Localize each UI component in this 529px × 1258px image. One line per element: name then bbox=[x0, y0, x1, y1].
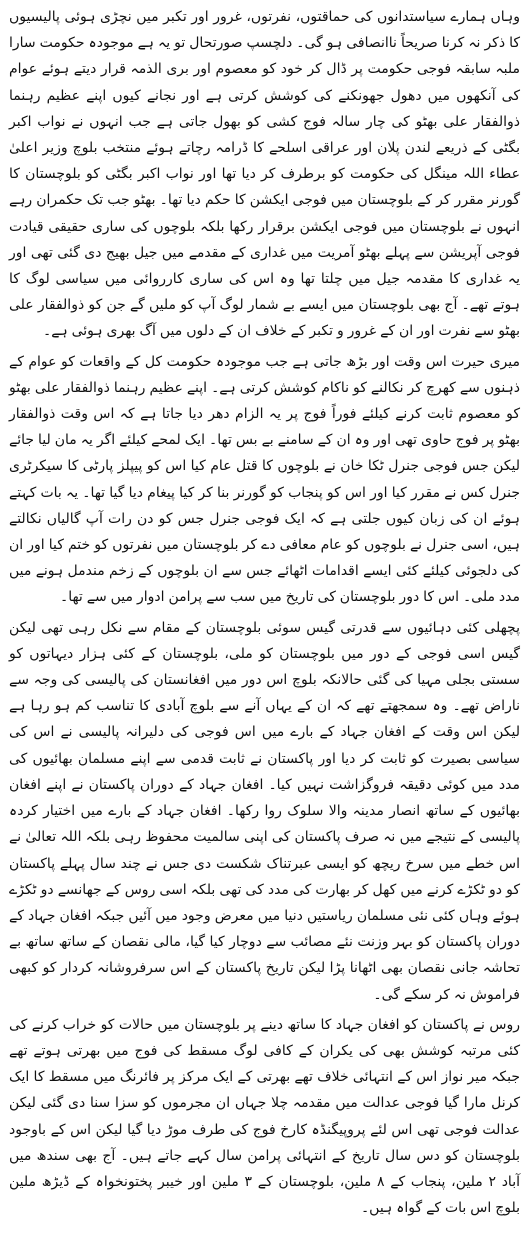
paragraph: میری حیرت اس وقت اور بڑھ جاتی ہے جب موجودہ حکومت کل کے واقعات کو عوام کے ذہنوں سے کھرچ کر نکالنے کو ناکام کوشش کرتی ہے۔ اپنے عظیم رہنما ذوالفقار علی بھٹو کو معصوم ثابت کرنے کیلئے فوراً فوج پر یہ الزام دھر دیا جاتا ہے کہ اس وقت ذوالفقار بھٹو پر فوج حاوی تھی اور وہ ان کے سامنے بے بس تھا۔ ایک لمحے کیلئے اگر یہ مان لیا جائے لیکن جس فوجی جنرل ٹکا خان نے بلوچوں کا قتل عام کیا اس کو پیپلز پارٹی کا سیکرٹری جنرل کس نے مقرر کیا اور اس کو پنجاب کو گورنر بنا کر کیا پیغام دیا گیا تھا۔ یہ بات کہتے ہوئے ان کی زبان کیوں جلتی ہے کہ ایک فوجی جنرل جس کو دن رات آپ گالیاں نکالتے ہیں، اسی جنرل نے بلوچوں کو عام معافی دے کر بلوچستان میں نفرتوں کو ختم کیا اور ان کی دلجوئی کیلئے کئی ایسے اقدامات اٹھائے جس سے ان بلوچوں کے زخم مندمل ہونے میں مدد ملی۔ اس کا دور بلوچستان کی تاریخ میں سب سے پرامن ادوار میں سے تھا۔ bbox=[9, 353, 520, 606]
paragraph: پچھلی کئی دہائیوں سے قدرتی گیس سوئی بلوچستان کے مقام سے نکل رہی تھی لیکن گیس اسی فوجی کے دور میں بلوچستان کو ملی، بلوچستان کے کئی ہزار دیہاتوں کو سستی بجلی مہیا کی گئی حالانکہ بلوچ اس دور میں افغانستان کی پالیسی کی وجہ سے ناراض تھے۔ وہ سمجھتے تھے کہ ان کے یہاں آنے سے بلوچ آبادی کا تناسب کم ہو رہا ہے لیکن اس وقت کے افغان جہاد کے بارے میں اس فوجی کی دلیرانہ پالیسی نے اس کی سیاسی بصیرت کو ثابت کر دیا اور پاکستان نے ثابت قدمی سے اپنے مسلمان بھائیوں کی مدد میں کوئی دقیقہ فروگزاشت نہیں کیا۔ افغان جہاد کے دوران پاکستان نے اپنے افغان بھائیوں کے ساتھ انصار مدینہ والا سلوک روا رکھا۔ افغان جہاد کے بارے میں اختیار کردہ پالیسی کے نتیجے میں نہ صرف پاکستان کی اپنی سالمیت محفوظ رہی بلکہ اللہ تعالیٰ نے اس خطے میں سرخ ریچھ کو ایسی عبرتناک شکست دی جس نے چند سال پہلے پاکستان کو دو ٹکڑے کرنے میں کھل کر بھارت کی مدد کی تھی بلکہ اسی روس کے جھانسے دو ٹکڑے ہوئے وہاں کئی نئی مسلمان ریاستیں دنیا میں معرض وجود میں آئیں جبکہ افغان جہاد کے دوران پاکستان کو بہر وزنت نئے مصائب سے دوچار کیا گیا، مالی نقصان کے ساتھ ساتھ بے تحاشہ جانی نقصان بھی اٹھانا پڑا لیکن تاریخ پاکستان کے اس سرفروشانہ کردار کو کبھی فراموش نہ کر سکے گی۔ bbox=[9, 619, 520, 1003]
paragraph: روس نے پاکستان کو افغان جہاد کا ساتھ دینے پر بلوچستان میں حالات کو خراب کرنے کی کئی مرتبہ کوشش بھی کی یکران کے کافی لوگ مسقط کی فوج میں بھرتی ہوتے تھے جبکہ میر نواز اس کے انتہائی خلاف تھے بھرتی کے ایک مرکز پر فائرنگ میں مسقط کا ایک کرنل مارا گیا فوجی عدالت میں مقدمہ چلا جہاں ان مجرموں کو سزا سنا دی گئی لیکن عدالت فوجی تھی اس لئے پروپیگنڈہ کارخ فوج کی طرف موڑ دیا گیا لیکن اس کے باوجود بلوچستان کو دس سال تاریخ کے انتہائی پرامن سال کہے جاتے ہیں۔ آج بھی سندھ میں آباد ۲ ملین، پنجاب کے ۸ ملین، بلوچستان کے ۳ ملین اور خیبر پختونخواہ کے ڈیڑھ ملین بلوچ اس بات کے گواہ ہیں۔ bbox=[9, 1016, 520, 1217]
paragraph: وہاں ہمارے سیاستدانوں کی حماقتوں، نفرتوں، غرور اور تکبر میں نچڑی ہوئی پالیسیوں کا ذکر نہ کرنا صریحاً ناانصافی ہو گی۔ دلچسپ صورتحال تو یہ ہے موجودہ حکومت سارا ملبہ سابقہ فوجی حکومت پر ڈال کر خود کو معصوم اور بری الذمہ قرار دیتے ہوئے عوام کی آنکھوں میں دھول جھونکنے کی کوشش کرتی ہے اور نجانے کیوں اپنے عظیم رہنما ذوالفقار علی بھٹو کی چار سالہ فوج کشی کو بھول جاتی ہے جب انہوں نے نواب اکبر بگٹی کے ذریعے لندن پلان اور عراقی اسلحے کا ڈرامہ رچاتے ہوئے منتخب بلوچ وزیر اعلیٰ عطاء اللہ مینگل کی حکومت کو برطرف کر دیا تھا اور نواب اکبر بگٹی کو بلوچستان کا گورنر مقرر کر کے بلوچستان میں فوجی ایکشن کا حکم دیا تھا۔ بھٹو جب تک حکمران رہے انہوں نے بلوچستان میں فوجی ایکشن برقرار رکھا بلکہ بلوچوں کی ساری حقیقی قیادت فوجی آپریشن سے پہلے بھٹو آمریت میں غداری کے مقدمے میں جیل بھیج دی گئی تھی اور یہ غداری کا مقدمہ جیل میں چلتا تھا وہ اس کی ساری کارروائی میں سیاسی لوگ کا ہوتے تھے۔ آج بھی بلوچستان میں ایسے بے شمار لوگ آپ کو ملیں گے جن کو ذوالفقار علی بھٹو سے نفرت اور ان کے غرور و تکبر کے خلاف ان کے دلوں میں آگ بھری ہوئی ہے۔ bbox=[9, 9, 520, 340]
